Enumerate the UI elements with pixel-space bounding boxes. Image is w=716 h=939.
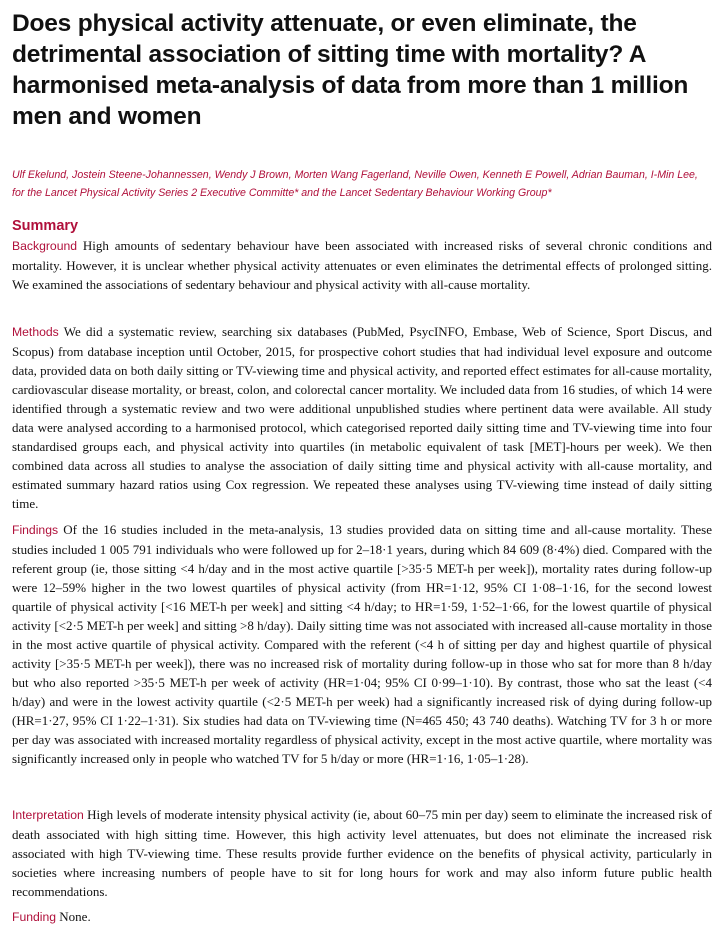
findings-paragraph — [12, 520, 712, 768]
methods-text: We did a systematic review, searching six databases (PubMed, PsycINFO, Embase, Web of Science, Sport Discus, and Scopus) from database inception until October, 2015, for prospective cohort studies that had individual level exposure and outcome data, provided data on both daily sitting or TV-viewing time and physical activity, and reported effect estimates for all-cause mortality, cardiovascular disease mortality, or breast, colon, and colorectal cancer mortality. We included data from 16 studies, of which 14 were identified through a systematic review and two were additional unpublished studies where pertinent data were available. All study data were analysed according to a harmonised protocol, which categorised reported daily sitting time and TV-viewing time into four standardised groups each, and physical activity into quartiles (in metabolic equivalent of task [MET]-hours per week). We then combined data across all studies to analyse the association of daily sitting time and physical activity with all-cause mortality, and estimated summary hazard ratios using Cox regression. We repeated these analyses using TV-viewing time instead of daily sitting time. — [12, 324, 712, 511]
summary-heading: Summary — [12, 218, 79, 234]
author-list: Ulf Ekelund, Jostein Steene-Johannessen, Wendy J Brown, Morten Wang Fagerland, Neville Owen, Kenneth E Powell, Adrian Bauman, I-Min Lee, for the Lancet Physical Activity Series 2 Executive Committe* and the Lancet Sedentary Behaviour Working Group* — [12, 169, 698, 199]
findings-label: Findings — [12, 523, 59, 537]
paper-title: Does physical activity attenuate, or even eliminate, the detrimental association of sitting time with mortality? A harmonised meta-analysis of data from more than 1 million men and women — [12, 10, 689, 130]
methods-paragraph — [12, 322, 712, 513]
interpretation-text: High levels of moderate intensity physical activity (ie, about 60–75 min per day) seem to eliminate the increased risk of death associated with high sitting time. However, this high activity level attenuates, but does not eliminate the increased risk associated with high TV-viewing time. These results provide further evidence on the benefits of physical activity, particularly in societies where increasing numbers of people have to sit for long hours for work and may also inform future public health recommendations. — [12, 807, 712, 899]
funding-label: Funding — [12, 910, 57, 924]
background-paragraph — [12, 236, 712, 294]
background-label: Background — [12, 239, 78, 253]
interpretation-label: Interpretation — [12, 808, 84, 822]
funding-text: None. — [59, 909, 91, 924]
methods-label: Methods — [12, 325, 59, 339]
funding-paragraph — [12, 907, 712, 927]
background-text: High amounts of sedentary behaviour have been associated with increased risks of several chronic conditions and mortality. However, it is unclear whether physical activity attenuates or even eliminates the detrimental effects of prolonged sitting. We examined the associations of sedentary behaviour and physical activity with all-cause mortality. — [12, 238, 712, 292]
findings-text: Of the 16 studies included in the meta-analysis, 13 studies provided data on sitting time and all-cause mortality. These studies included 1 005 791 individuals who were followed up for 2–18·1 years, during which 84 609 (8·4%) died. Compared with the referent group (ie, those sitting <4 h/day and in the most active quartile [>35·5 MET-h per week]), mortality rates during follow-up were 12–59% higher in the two lowest quartiles of physical activity (from HR=1·12, 95% CI 1·08–1·16, for the second lowest quartile of physical activity [<16 MET-h per week] and sitting <4 h/day; to HR=1·59, 1·52–1·66, for the lowest quartile of physical activity [<2·5 MET-h per week] and sitting >8 h/day). Daily sitting time was not associated with increased all-cause mortality in those in the most active quartile of physical activity. Compared with the referent (<4 h of sitting per day and highest quartile of physical activity [>35·5 MET-h per week]), there was no increased risk of mortality during follow-up in those who sat for more than 8 h/day but who also reported >35·5 MET-h per week of activity (HR=1·04; 95% CI 0·99–1·10). By contrast, those who sat the least (<4 h/day) and were in the lowest activity quartile (<2·5 MET-h per week) had a significantly increased risk of dying during follow-up (HR=1·27, 95% CI 1·22–1·31). Six studies had data on TV-viewing time (N=465 450; 43 740 deaths). Watching TV for 3 h or more per day was associated with increased mortality regardless of physical activity, except in the most active quartile, where mortality was significantly increased only in people who watched TV for 5 h/day or more (HR=1·16, 1·05–1·28). — [12, 522, 712, 766]
interpretation-paragraph — [12, 805, 712, 901]
